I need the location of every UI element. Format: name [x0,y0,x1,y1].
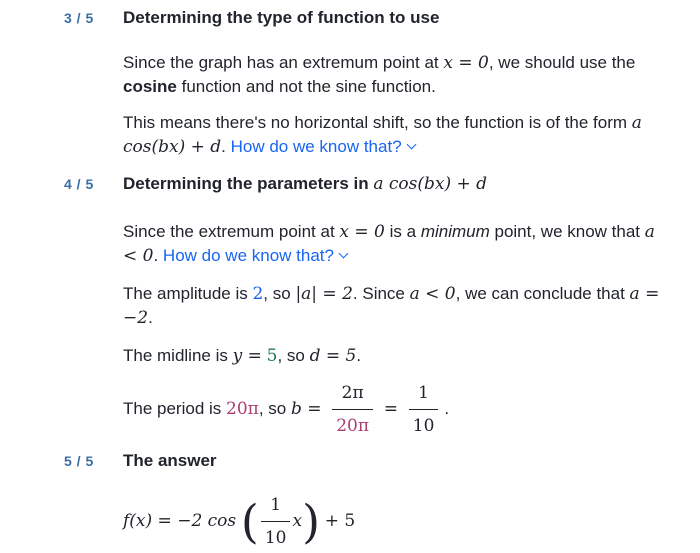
math-expression: a < 0 [409,284,456,304]
text: , so [258,398,287,418]
chevron-down-icon [406,140,416,150]
math-expression: x = 0 [443,53,489,73]
title-text: Determining the parameters in [123,174,369,193]
step-number: 3 / 5 [64,10,94,26]
text: point, we know that [494,222,641,241]
text: , so [277,346,305,365]
math-expression: a = −2 [123,284,660,328]
math-expression: a cos(bx) + d [373,174,488,194]
denominator: 20π [336,416,370,436]
text: , we should use the [488,53,636,72]
math-expression: |a| = 2 [295,284,353,304]
bold-text: cosine [123,77,177,96]
step-paragraph: This means there's no horizontal shift, so the function is of the form a cos(bx) + d. How do we know that? [123,113,642,157]
step-paragraph: The midline is y = 5, so d = 5. [123,346,362,366]
math-expression: d = 5 [309,346,357,366]
text: Since the extremum point at [123,222,335,241]
text: , we can conclude that [455,284,625,303]
step-title: Determining the type of function to use [123,8,440,27]
text: is a [389,222,417,241]
amplitude-value: 2 [252,284,264,304]
chevron-down-icon [339,249,349,259]
text: . Since [352,284,405,303]
step-paragraph: Since the extremum point at x = 0 is a minimum point, we know that a < 0. How do we know that? [123,222,655,266]
denominator: 10 [264,528,287,548]
step-number: 4 / 5 [64,176,94,192]
period-value: 20π [226,398,259,419]
numerator: 1 [261,492,291,522]
right-paren: ) [302,494,321,549]
fraction [332,380,373,439]
step-number: 5 / 5 [64,453,94,469]
math-expression: x = 0 [339,222,385,242]
answer-formula [123,492,663,551]
text: , so [263,284,291,303]
step-paragraph [123,51,663,98]
how-do-we-know-link[interactable] [163,246,347,265]
text: The midline is [123,346,228,365]
numerator: 2π [332,380,373,410]
math-variable: x [292,510,303,531]
math-expression: f(x) = −2 cos [123,510,237,531]
math-expression: a cos(bx) + d [123,113,642,157]
numerator: 1 [409,380,439,410]
step-title [123,174,487,194]
text: The period is [123,398,222,418]
math-expression: y = [232,346,262,366]
step-paragraph: The period is 20π, so b = $\frac{2\pi}{20\pi}$ = $\frac{1}{10}$ . [123,380,663,439]
step-title: The answer [123,451,217,470]
fraction [409,380,439,439]
math-expression: + 5 [324,510,356,531]
text: The amplitude is [123,284,248,303]
text: function and not the sine function. [181,77,436,96]
math-expression: b = [290,398,322,419]
midline-value: 5 [266,346,278,366]
italic-text: minimum [420,222,490,241]
text: This means there's no horizontal shift, so the function is of the form [123,113,628,132]
fraction [261,492,291,551]
denominator: 10 [412,416,435,436]
left-paren: ( [240,494,259,549]
text: Since the graph has an extremum point at [123,53,439,72]
how-do-we-know-link[interactable] [231,137,415,156]
step-paragraph: The amplitude is 2, so |a| = 2. Since a < 0, we can conclude that a = −2. [123,284,660,328]
link-label: How do we know that? [230,137,402,156]
equals-sign: = [383,398,399,419]
link-label: How do we know that? [162,246,334,265]
math-expression: a < 0 [123,222,655,266]
